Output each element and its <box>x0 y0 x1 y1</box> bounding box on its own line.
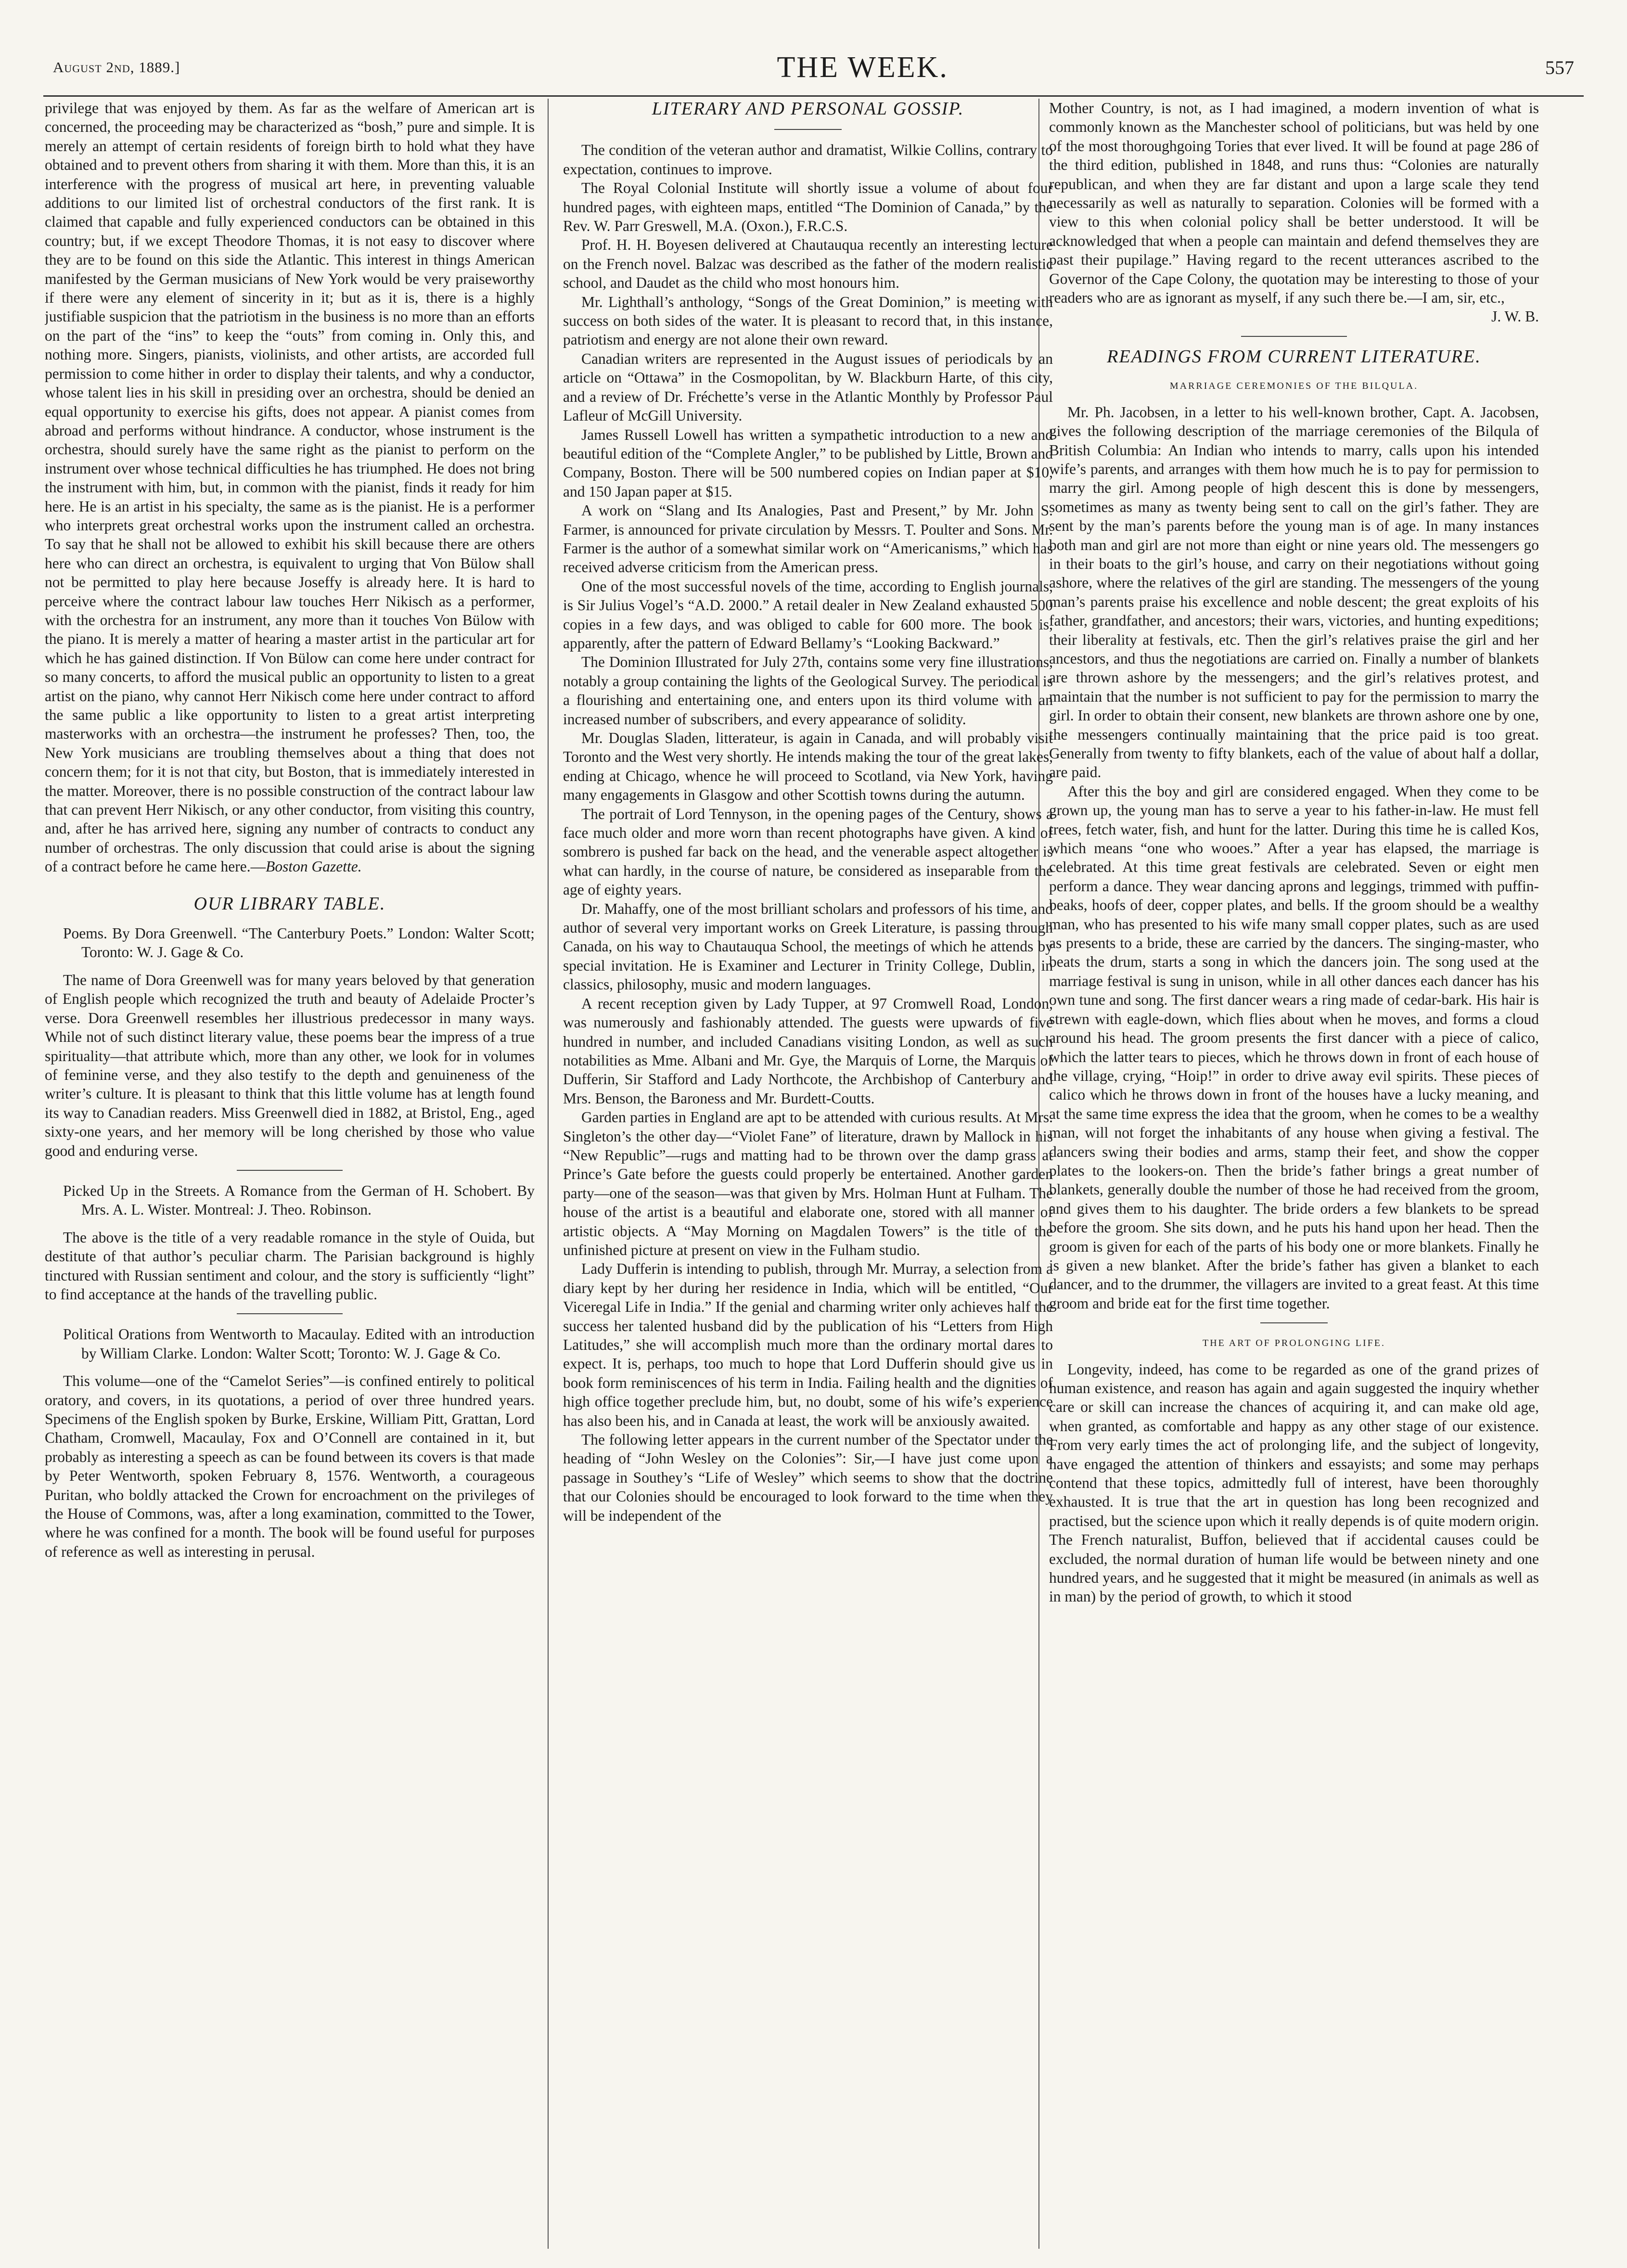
gossip-item: James Russell Lowell has written a sympathetic introduction to a new and beautiful edition of the “Complete Angler,” to be published by Little, Brown and Company, Boston. There will be 500 numbered copies on Indian paper at $10, and 150 Japan paper at $15. <box>563 426 1053 500</box>
gossip-item: The Royal Colonial Institute will shortly issue a volume of about four hundred pages, with eighteen maps, entitled “The Dominion of Canada,” by the Rev. W. Parr Greswell, M.A. (Oxon.), F.R.C.S. <box>563 179 1053 235</box>
header-rule <box>43 95 1584 97</box>
page-header <box>53 41 1574 94</box>
page-number: 557 <box>1545 56 1574 78</box>
section-title-library-table: OUR LIBRARY TABLE. <box>193 893 386 914</box>
gossip-item: The condition of the veteran author and dramatist, Wilkie Collins, contrary to expectation, continues to improve. <box>563 141 1053 178</box>
column-3 <box>1049 99 1539 2249</box>
gossip-item: Dr. Mahaffy, one of the most brilliant scholars and professors of his time, and author of several very important works on Greek Literature, is passing through Canada, on his way to Chautauqua School, the meetings of which he attends by special invitation. He is Examiner and Lecturer in Trinity College, Dublin, in classics, philosophy, music and modern languages. <box>563 900 1053 993</box>
article-continuation <box>45 99 535 876</box>
issue-date: August 2nd, 1889.] <box>53 59 180 76</box>
gossip-item: The portrait of Lord Tennyson, in the opening pages of the Century, shows a face much older and more worn than recent photographs have given. A kind of sombrero is pushed far back on the head, and the venerable aspect altogether is what can hardly, in the course of nature, be considered as inseparable from the age of eighty years. <box>563 805 1053 898</box>
subheading-bilqula: MARRIAGE CEREMONIES OF THE BILQULA. <box>1169 381 1419 392</box>
section-divider <box>774 129 842 130</box>
gossip-item: Mr. Douglas Sladen, litterateur, is again in Canada, and will probably visit Toronto and the West very shortly. He intends making the tour of the great lakes, ending at Chicago, whence he will proceed to Scotland, via New York, having many engagements in Glasgow and other Scottish towns during the autumn. <box>563 730 1053 804</box>
review-heading-poems: Poems. By Dora Greenwell. “The Canterbury Poets.” London: Walter Scott; Toronto: W. J. Gage & Co. <box>63 925 535 961</box>
letter-signature: J. W. B. <box>1491 308 1539 325</box>
review-heading-picked-up: Picked Up in the Streets. A Romance from the German of H. Schobert. By Mrs. A. L. Wister. Montreal: J. Theo. Robinson. <box>63 1182 535 1218</box>
gossip-item: One of the most successful novels of the time, according to English journals, is Sir Julius Vogel’s “A.D. 2000.” A retail dealer in New Zealand exhausted 500 copies in a few days, and was obliged to cable for 600 more. The book is, apparently, after the pattern of Edward Bellamy’s “Looking Backward.” <box>563 577 1053 652</box>
gossip-item: The following letter appears in the current number of the Spectator under the heading of “John Wesley on the Colonies”: Sir,—I have just come upon a passage in Southey’s “Life of Wesley” which seems to show that the doctrine that our Colonies should be encouraged to look forward to the time when they will be independent of the <box>563 1431 1053 1524</box>
review-body-political-orations: This volume—one of the “Camelot Series”—is confined entirely to political oratory, and covers, in its quotations, a period of over three hundred years. Specimens of the English spoken by Burke, Erskine, William Pitt, Grattan, Lord Chatham, Cromwell, Macaulay, Fox and O’Connell are contained in it, but probably as interesting a speech as can be found between its covers is that made by Peter Wentworth, spoken February 8, 1576. Wentworth, a courageous Puritan, who boldly attacked the Crown for encroachment on the privileges of the House of Commons, was, after a long examination, committed to the Tower, where he was confined for a month. The book will be found useful for purposes of reference as well as interesting in perusal. <box>45 1372 535 1560</box>
gossip-item: A recent reception given by Lady Tupper, at 97 Cromwell Road, London, was numerously and fashionably attended. The guests were upwards of five hundred in number, and included Canadians visiting London, as well as such notabilities as Mme. Albani and Mr. Gye, the Marquis of Lorne, the Marquis of Dufferin, Sir Stafford and Lady Northcote, the Archbishop of Canterbury and Mrs. Benson, the Baroness and Mr. Burdett-Coutts. <box>563 995 1053 1107</box>
gossip-item: A work on “Slang and Its Analogies, Past and Present,” by Mr. John S. Farmer, is announced for private circulation by Messrs. T. Poulter and Sons. Mr. Farmer is the author of a somewhat similar work on “Americanisms,” which has received adverse criticism from the American press. <box>563 502 1053 576</box>
gossip-item: The Dominion Illustrated for July 27th, contains some very fine illustrations, notably a group containing the lights of the Geological Survey. The periodical is a flourishing and entertaining one, and enters upon its third volume with an increased number of subscribers, and every appearance of solidity. <box>563 653 1053 728</box>
review-body-picked-up: The above is the title of a very readable romance in the style of Ouida, but destitute of that author’s peculiar charm. The Parisian background is highly tinctured with Russian sentiment and colour, and the story is sufficiently “light” to find acceptance at the hands of the travelling public. <box>45 1229 535 1303</box>
reading-paragraph: After this the boy and girl are considered engaged. When they come to be grown up, the young man has to serve a year to his father-in-law. He must fell trees, fetch water, fish, and hunt for the latter. During this time he is called Kos, which means “one who wooes.” After a year has elapsed, the marriage is celebrated. At this time great festivals are celebrated. Seven or eight men perform a dance. They wear dancing aprons and leggings, trimmed with puffin-beaks, hoofs of deer, copper plates, and bells. If the groom should be a wealthy man, who has presented to his wife many small copper plates, such as are used as presents to a bride, these are carried by the dancers. The singing-master, who beats the drum, starts a song in which the dancers join. The song used at the marriage festival is sung in unison, while in all other dances each dancer has his own tune and song. The first dancer wears a ring made of cedar-bark. His hair is strewn with eagle-down, which flies about when he moves, and forms a cloud around his head. The groom presents the first dancer with a piece of calico, which the latter tears to pieces, which he throws down in front of each house of the village, crying, “Hoip!” in order to drive away evil spirits. These pieces of calico which he throws down in front of the houses have a lucky meaning, and at the same time express the idea that the groom, when he comes to be a wealthy man, will not forget the inhabitants of any house when giving a festival. The dancers swing their bodies and arms, stamp their feet, and show the copper plates to the lookers-on. Then the bride’s father brings a great number of blankets, generally double the number of those he had received from the groom, and gives them to his daughter. The bride orders a few blankets to be spread before the groom. She sits down, and he puts his hand upon her head. Then the groom is given for each of the parts of his body one or more blankets. Finally he is given a new blanket. After the bride’s father has given a blanket to each dancer, and to the drummer, the villagers are invited to a great feast. At this time groom and bride eat for the first time together. <box>1049 782 1539 1312</box>
article-text: privilege that was enjoyed by them. As far as the welfare of American art is concerned, the proceeding may be characterized as “bosh,” pure and simple. It is merely an attempt of certain residents of foreign birth to hold what they have obtained and to prevent others from sharing it with them. More than this, it is an interference with the progress of musical art here, in preventing valuable additions to our limited list of orchestral conductors of the first rank. It is claimed that capable and fully experienced conductors can be obtained in this country; but, if we except Theodore Thomas, it is not easy to discover where they are to be found on this side the Atlantic. This interest in things American manifested by the German musicians of New York would be very praiseworthy if there were any element of sincerity in it; but as it is, there is a highly justifiable suspicion that the patriotism in the business is no more than an efforts on the part of the “ins” to keep the “outs” from coming in. Only this, and nothing more. Singers, pianists, violinists, and other artists, are accorded full permission to come hither in order to display their talents, and why a conductor, whose talent lies in his skill in presiding over an orchestra, should be denied an equal opportunity to exercise his gifts, does not appear. A pianist comes from abroad and performs without hindrance. A conductor, whose instrument is the orchestra, should surely have the same right as the pianist to perform on the instrument over whose technical difficulties he has triumphed. He does not bring the instrument with him, but, in common with the pianist, finds it ready for him here. He is an artist in his specialty, the same as is the pianist. He is a performer who interprets great orchestral works upon the instrument called an orchestra. To say that he shall not be allowed to exhibit his skill because there are others here who can direct an orchestra, is equivalent to urging that Von Bülow shall not be permitted to play here because Joseffy is already here. It is hard to perceive where the contract labour law touches Herr Nikisch as a performer, with the orchestra for an instrument, any more than it touches Von Bülow with the piano. It is merely a matter of hearing a master artist in the particular art for which he has gained distinction. If Von Bülow can come here under contract for so many concerts, to afford the musical public an opportunity to listen to a great artist on the piano, why cannot Herr Nikisch come here under contract to afford the same public a like opportunity to listen to a great artist interpreting masterworks with an orchestra—the instrument he professes? Then, too, the New York musicians are troubling themselves about a thing that does not concern them; for it is not that city, but Boston, that is immediately interested in the matter. Moreover, there is no possible construction of the contract labour law that can prevent Herr Nikisch, or any other conductor, from visiting this country, and, after he has arrived here, signing any number of contracts to conduct any number of orchestras. The only discussion that could arise is about the signing of a contract before he came here.— <box>45 100 535 875</box>
letter-continuation: Mother Country, is not, as I had imagined, a modern invention of what is commonly known as the Manchester school of politicians, but was held by one of the most thoroughgoing Tories that ever lived. It will be found at page 286 of the third edition, published in 1848, and runs thus: “Colonies are naturally republican, and when they are far distant and upon a large scale they tend necessarily as well as naturally to separation. Colonies will be formed with a view to this when colonial policy shall be better understood. It will be acknowledged that when a people can maintain and defend themselves they are past their pupilage.” Having regard to the recent utterances ascribed to the Governor of the Cape Colony, the quotation may be interesting to those of your readers who are as ignorant as myself, if any such there be.—I am, sir, etc., <box>1049 100 1539 307</box>
gossip-item: Prof. H. H. Boyesen delivered at Chautauqua recently an interesting lecture on the French novel. Balzac was described as the father of the modern realistic school, and Daudet as the child who most honours him. <box>563 236 1053 292</box>
review-body-poems: The name of Dora Greenwell was for many years beloved by that generation of English people which recognized the truth and beauty of Adelaide Procter’s verse. Dora Greenwell resembles her illustrious predecessor in many ways. While not of such distinct literary value, these poems bear the impress of a true spirituality—that attribute which, more than any other, we look for in volumes of feminine verse, and they also testify to the depth and genuineness of the writer’s culture. It is pleasant to think that this little volume has at length found its way to Canadian readers. Miss Greenwell died in 1882, at Bristol, Eng., aged sixty-one years, and her memory will be long cherished by those who value good and enduring verse. <box>45 971 535 1159</box>
gossip-item: Mr. Lighthall’s anthology, “Songs of the Great Dominion,” is meeting with success on both sides of the water. It is pleasant to record that, in this instance, patriotism and energy are not alone their own reward. <box>563 293 1053 348</box>
section-divider <box>1260 1322 1328 1323</box>
review-heading-political-orations: Political Orations from Wentworth to Macaulay. Edited with an introduction by William Clarke. London: Walter Scott; Toronto: W. J. Gage & Co. <box>63 1326 535 1362</box>
reading-paragraph: Longevity, indeed, has come to be regarded as one of the grand prizes of human existence, and reason has again and again suggested the inquiry whether care or skill can increase the chances of acquiring it, and can make old age, when granted, as comfortable and happy as any other stage of our existence. From very early times the act of prolonging life, and the subject of longevity, have engaged the attention of thinkers and essayists; and some may perhaps contend that these topics, admittedly full of interest, have been thoroughly exhausted. It is true that the art in question has long been recognized and practised, but the science upon which it really depends is of quite modern origin. The French naturalist, Buffon, believed that if accidental causes could be excluded, the normal duration of human life would be between ninety and one hundred years, and he suggested that it might be measured (in animals as well as in man) by the period of growth, to which it stood <box>1049 1360 1539 1605</box>
section-title-readings: READINGS FROM CURRENT LITERATURE. <box>1107 346 1481 367</box>
section-divider <box>237 1170 343 1171</box>
gossip-item: Garden parties in England are apt to be attended with curious results. At Mrs. Singleton’s the other day—“Violet Fane” of literature, drawn by Mallock in his “New Republic”—rugs and matting had to be thrown over the damp grass at Prince’s Gate before the guests could properly be entertained. Another garden party—one of the season—was that given by Mrs. Holman Hunt at Fulham. The house of the artist is a beautiful and elaborate one, stored with all manner of artistic objects. A “May Morning on Magdalen Towers” is the title of the unfinished picture at present on view in the Fulham studio. <box>563 1109 1053 1258</box>
column-2 <box>563 99 1053 2249</box>
article-source: Boston Gazette. <box>266 858 362 875</box>
reading-paragraph: Mr. Ph. Jacobsen, in a letter to his well-known brother, Capt. A. Jacobsen, gives the following description of the marriage ceremonies of the Bilqula of British Columbia: An Indian who intends to marry, calls upon his intended wife’s parents, and arranges with them how much he is to pay for permission to marry the girl. Among people of high descent this is done by messengers, sometimes as many as twenty being sent to call on the girl’s father. They are sent by the man’s parents before the young man is of age. In many instances both man and girl are not more than eight or nine years old. The messengers go in their boats to the girl’s house, and carry on their negotiations without going ashore, where the relatives of the girl are standing. The messengers of the young man’s parents praise his excellence and noble descent; the great exploits of his father, grandfather, and ancestors; their wars, victories, and hunting expeditions; their liberality at festivals, etc. Then the girl’s relatives praise the girl and her ancestors, and thus the negotiations are carried on. Finally a number of blankets are thrown ashore by the messengers; and the girl’s relatives protest, and maintain that the number is not sufficient to pay for the permission to marry the girl. In order to obtain their consent, new blankets are thrown ashore one by one, the messengers continually maintaining that the price paid is too great. Generally from twenty to fifty blankets, each of the value of about half a dollar, are paid. <box>1049 403 1539 781</box>
section-divider <box>1241 336 1347 337</box>
column-divider-1 <box>548 99 549 2249</box>
gossip-item: Canadian writers are represented in the August issues of periodicals by an article on “Ottawa” in the Cosmopolitan, by W. Blackburn Harte, of this city, and a review of Dr. Fréchette’s verse in the Atlantic Monthly by Professor Paul Lafleur of McGill University. <box>563 350 1053 424</box>
publication-title: THE WEEK. <box>777 51 948 84</box>
column-1 <box>45 99 535 2249</box>
subheading-prolonging-life: THE ART OF PROLONGING LIFE. <box>1203 1338 1385 1349</box>
gossip-item: Lady Dufferin is intending to publish, through Mr. Murray, a selection from a diary kept by her during her residence in India, which will be entitled, “Our Viceregal Life in India.” If the genial and charming writer only achieves half the success her talented husband did by the publication of his “Letters from High Latitudes,” she will accomplish much more than the ordinary mortal dares to expect. It is, perhaps, too much to hope that Lord Dufferin should give us in book form reminiscences of his term in India. Failing health and the dignities of high office together preclude him, but, no doubt, some of his wife’s experience has also been his, and in Canada at least, the work will be anxiously awaited. <box>563 1260 1053 1429</box>
section-divider <box>237 1313 343 1314</box>
section-title-gossip: LITERARY AND PERSONAL GOSSIP. <box>652 99 964 119</box>
